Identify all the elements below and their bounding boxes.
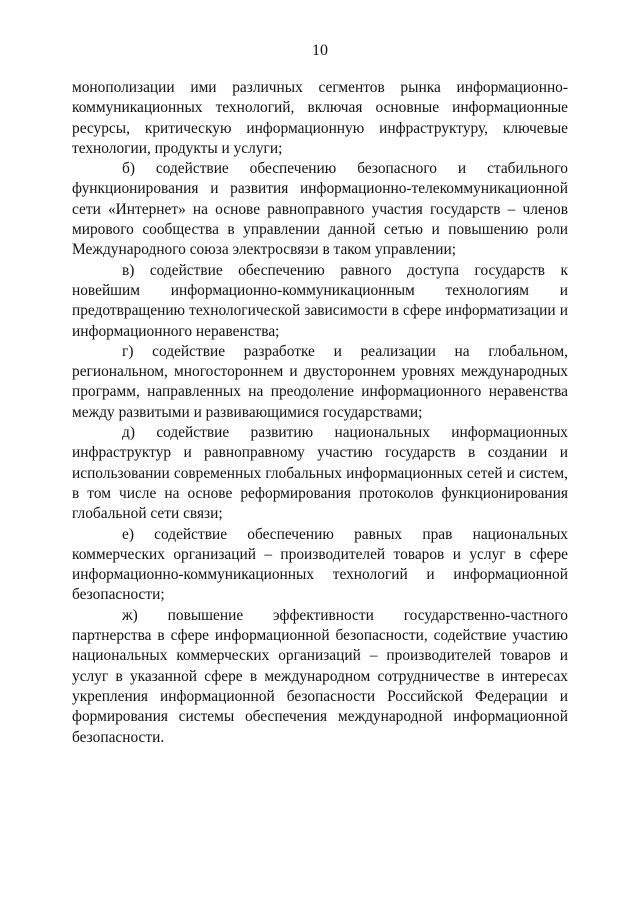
paragraph-item-e: е) содействие обеспечению равных прав национальных коммерческих организаций – производителей товаров и услуг в сфере информационно-коммуникационных технологий и информационной безопасности; — [72, 525, 568, 604]
paragraph-item-d: д) содействие развитию национальных информационных инфраструктур и равноправному участию государств в создании и использовании современных глобальных информационных сетей и систем, в том числе на основе реформирования протоколов функционирования глобальной сети связи; — [72, 424, 568, 523]
document-body — [72, 78, 568, 748]
paragraph-item-b: б) содействие обеспечению безопасного и стабильного функционирования и развития информационно-телекоммуникационной сети «Интернет» на основе равноправного участия государств – членов мирового сообщества в управлении данной сетью и повышению роли Международного союза электросвязи в таком управлении; — [72, 160, 568, 259]
paragraph-item-zh: ж) повышение эффективности государственно-частного партнерства в сфере информационной безопасности, содействие участию национальных коммерческих организаций – производителей товаров и услуг в указанной сфере в международном сотрудничестве в интересах укрепления информационной безопасности Российской Федерации и формирования системы обеспечения международной информационной безопасности. — [72, 606, 568, 746]
page-number: 10 — [312, 42, 328, 59]
paragraph-item-g: г) содействие разработке и реализации на глобальном, региональном, многостороннем и двустороннем уровнях международных программ, направленных на преодоление информационного неравенства между развитыми и развивающимися государствами; — [72, 342, 568, 421]
paragraph-item-v: в) содействие обеспечению равного доступа государств к новейшим информационно-коммуникационным технологиям и предотвращению технологической зависимости в сфере информатизации и информационного неравенства; — [72, 261, 568, 340]
paragraph-continuation: монополизации ими различных сегментов рынка информационно-коммуникационных технологий, включая основные информационные ресурсы, критическую информационную инфраструктуру, ключевые технологии, продукты и услуги; — [72, 79, 568, 157]
